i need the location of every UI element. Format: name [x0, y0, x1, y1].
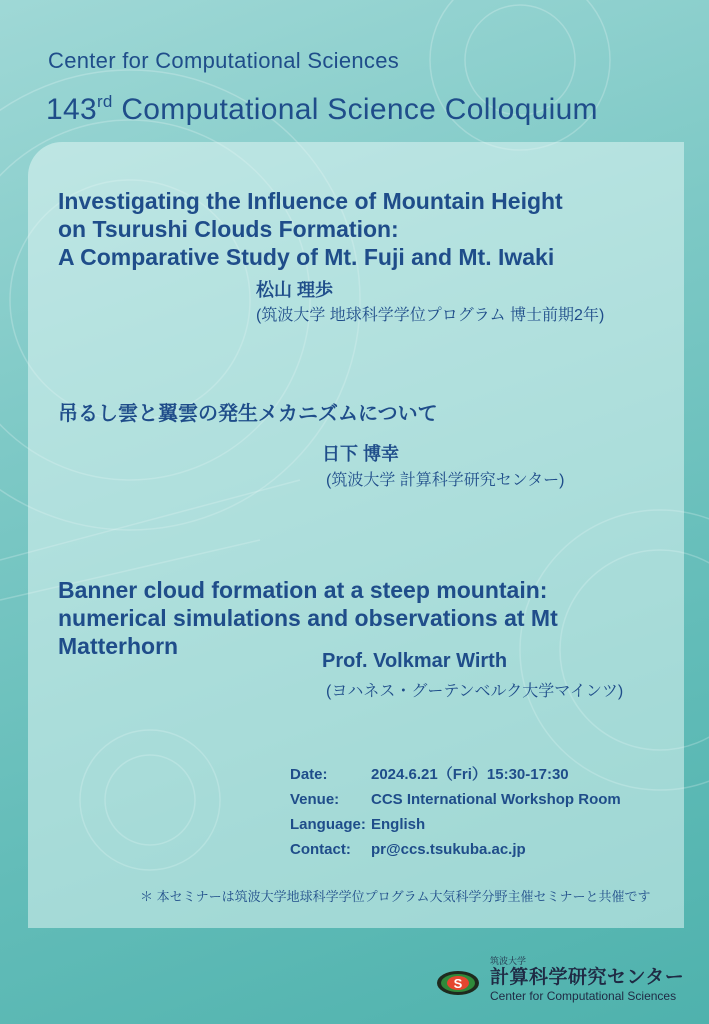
ccs-logo-mark-letter: S	[453, 976, 463, 991]
talk-3-affiliation: (ヨハネス・グーテンベルク大学マインツ)	[326, 683, 624, 700]
organization-name: Center for Computational Sciences	[48, 48, 400, 73]
talk-1-speaker: 松山 理歩	[256, 280, 334, 300]
talk-2-affiliation: (筑波大学 計算科学研究センター)	[326, 472, 565, 489]
venue-row	[290, 787, 621, 812]
talk-2-title	[58, 400, 438, 428]
talk-3-title-line: Matterhorn	[58, 633, 179, 659]
venue-label: Venue:	[290, 791, 340, 808]
contact-label: Contact:	[290, 841, 351, 858]
date-row	[290, 762, 621, 787]
talk-1-title-line: A Comparative Study of Mt. Fuji and Mt. Iwaki	[58, 244, 555, 270]
colloquium-name: Computational Science Colloquium	[121, 93, 598, 126]
talk-3-speaker: Prof. Volkmar Wirth	[322, 650, 508, 672]
language-label: Language:	[290, 816, 366, 833]
language-row	[290, 812, 621, 837]
contact-email: pr@ccs.tsukuba.ac.jp	[371, 841, 526, 858]
colloquium-title	[46, 92, 598, 127]
talk-3-title	[58, 576, 558, 660]
language-value: English	[371, 816, 426, 833]
ccs-logo-mark-icon	[436, 970, 480, 996]
talk-1-title	[58, 187, 563, 271]
talk-3-title-line: numerical simulations and observations at Mt	[58, 605, 558, 631]
talk-2-title-line: 吊るし雲と翼雲の発生メカニズムについて	[58, 403, 438, 425]
co-host-note: ＊ 本セミナーは筑波大学地球科学学位プログラム大気科学分野主催セミナーと共催です	[140, 889, 651, 904]
colloquium-number: 143	[46, 93, 97, 126]
logo-center-name-en: Center for Computational Sciences	[490, 989, 677, 1003]
venue-value: CCS International Workshop Room	[371, 791, 621, 808]
colloquium-ordinal-suffix: rd	[96, 92, 113, 111]
talk-2-speaker: 日下 博幸	[322, 444, 400, 464]
contact-row	[290, 837, 621, 862]
ccs-logo-text	[490, 956, 684, 1004]
talk-1-affiliation: (筑波大学 地球科学学位プログラム 博士前期2年)	[256, 307, 605, 324]
logo-university-name: 筑波大学	[490, 956, 527, 966]
talk-1-title-line: on Tsurushi Clouds Formation:	[58, 216, 399, 242]
event-details	[290, 762, 621, 862]
date-value: 2024.6.21（Fri）15:30-17:30	[371, 766, 569, 783]
talk-1-title-line: Investigating the Influence of Mountain Height	[58, 188, 563, 214]
date-label: Date:	[290, 766, 328, 783]
talk-3-title-line: Banner cloud formation at a steep mountain:	[58, 577, 548, 603]
logo-center-name-jp: 計算科学研究センター	[490, 967, 685, 988]
